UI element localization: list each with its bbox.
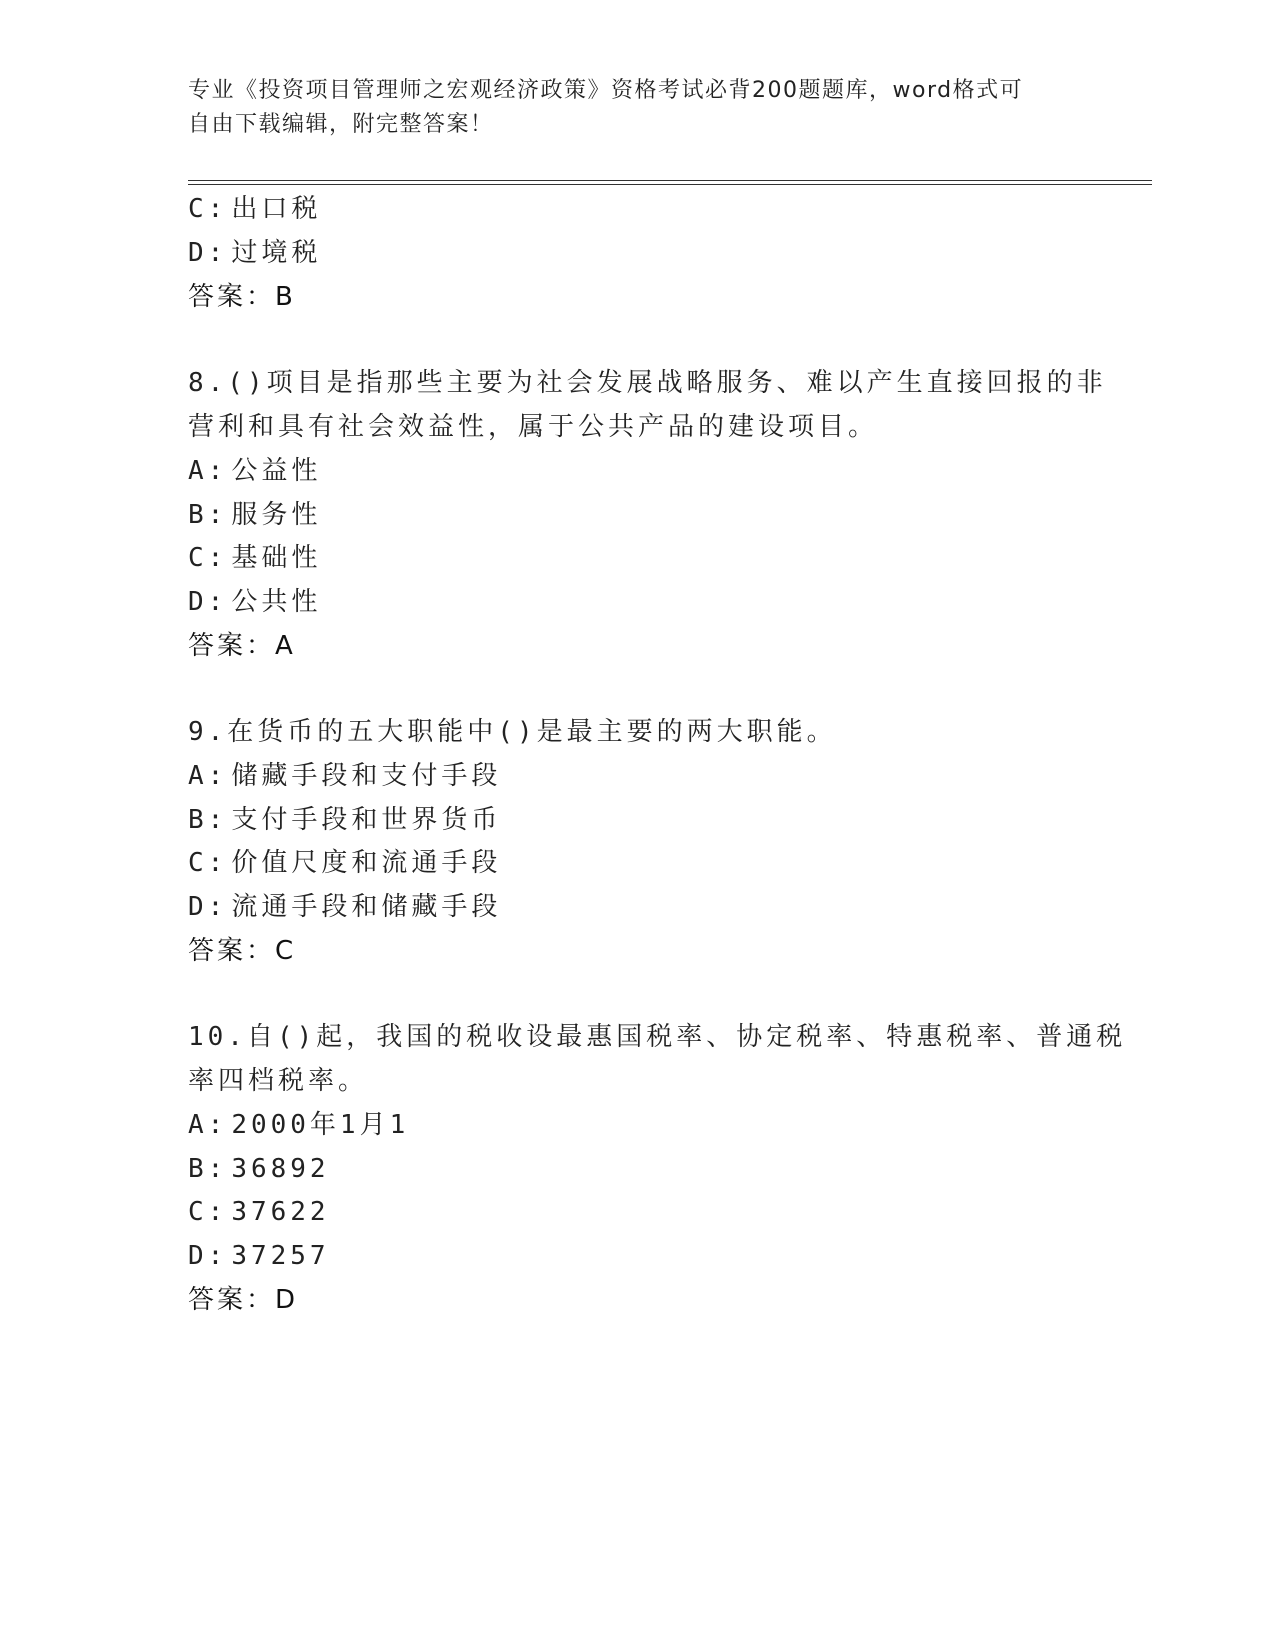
answer-label: 答案：: [188, 282, 276, 312]
option-label: C:: [188, 543, 228, 573]
option-label: C:: [188, 194, 228, 224]
option-q10-d: [188, 1239, 330, 1273]
question-8-stem-line-2: 营利和具有社会效益性，属于公共产品的建设项目。: [188, 412, 879, 442]
option-text: 公益性: [231, 456, 322, 486]
option-text: 基础性: [231, 543, 322, 573]
option-text: 2000年1月1: [231, 1110, 410, 1140]
question-10-stem-line-1: 10.自()起，我国的税收设最惠国税率、协定税率、特惠税率、普通税: [188, 1022, 1127, 1052]
option-text: 36892: [231, 1154, 330, 1184]
option-text: 公共性: [231, 587, 322, 617]
option-label: B:: [188, 500, 228, 530]
answer-q8: [188, 629, 296, 663]
option-label: A:: [188, 761, 228, 791]
answer-value: B: [275, 282, 296, 312]
option-q7-d: [188, 236, 321, 270]
option-text: 37622: [231, 1197, 330, 1227]
option-label: D:: [188, 1241, 228, 1271]
option-text: 储藏手段和支付手段: [231, 761, 502, 791]
header-title-line-1: 专业《投资项目管理师之宏观经济政策》资格考试必背200题题库，word格式可: [188, 78, 1024, 103]
answer-q7: [188, 280, 296, 314]
option-q8-d: [188, 585, 321, 619]
option-q10-c: [188, 1195, 330, 1229]
option-q7-c: [188, 192, 321, 226]
option-label: B:: [188, 1154, 228, 1184]
option-text: 流通手段和储藏手段: [231, 892, 502, 922]
option-text: 出口税: [231, 194, 322, 224]
answer-q9: [188, 934, 296, 968]
option-q8-c: [188, 541, 321, 575]
option-q8-b: [188, 498, 321, 532]
option-label: C:: [188, 1197, 228, 1227]
option-q9-d: [188, 890, 501, 924]
option-label: A:: [188, 456, 228, 486]
option-label: B:: [188, 805, 228, 835]
option-q8-a: [188, 454, 321, 488]
answer-value: C: [275, 936, 297, 966]
option-text: 37257: [231, 1241, 330, 1271]
option-q9-a: [188, 759, 501, 793]
option-label: D:: [188, 238, 228, 268]
answer-label: 答案：: [188, 631, 276, 661]
document-header: [188, 74, 1088, 142]
option-label: D:: [188, 587, 228, 617]
answer-q10: [188, 1283, 298, 1317]
answer-label: 答案：: [188, 1285, 276, 1315]
question-8-stem-line-1: 8.()项目是指那些主要为社会发展战略服务、难以产生直接回报的非: [188, 368, 1107, 398]
answer-label: 答案：: [188, 936, 276, 966]
header-divider-bottom: [188, 184, 1152, 185]
option-text: 支付手段和世界货币: [231, 805, 502, 835]
option-label: D:: [188, 892, 228, 922]
question-9-stem-line-1: 9.在货币的五大职能中()是最主要的两大职能。: [188, 717, 837, 747]
answer-value: A: [275, 631, 296, 661]
option-q9-b: [188, 803, 501, 837]
option-text: 价值尺度和流通手段: [231, 848, 502, 878]
question-10-stem-line-2: 率四档税率。: [188, 1066, 369, 1096]
option-q9-c: [188, 846, 501, 880]
option-q10-a: [188, 1108, 409, 1142]
answer-value: D: [275, 1285, 299, 1315]
option-text: 过境税: [231, 238, 322, 268]
header-title-line-2: 自由下载编辑，附完整答案！: [188, 112, 494, 137]
header-divider-top: [188, 180, 1152, 181]
option-text: 服务性: [231, 500, 322, 530]
option-q10-b: [188, 1152, 330, 1186]
option-label: A:: [188, 1110, 228, 1140]
option-label: C:: [188, 848, 228, 878]
